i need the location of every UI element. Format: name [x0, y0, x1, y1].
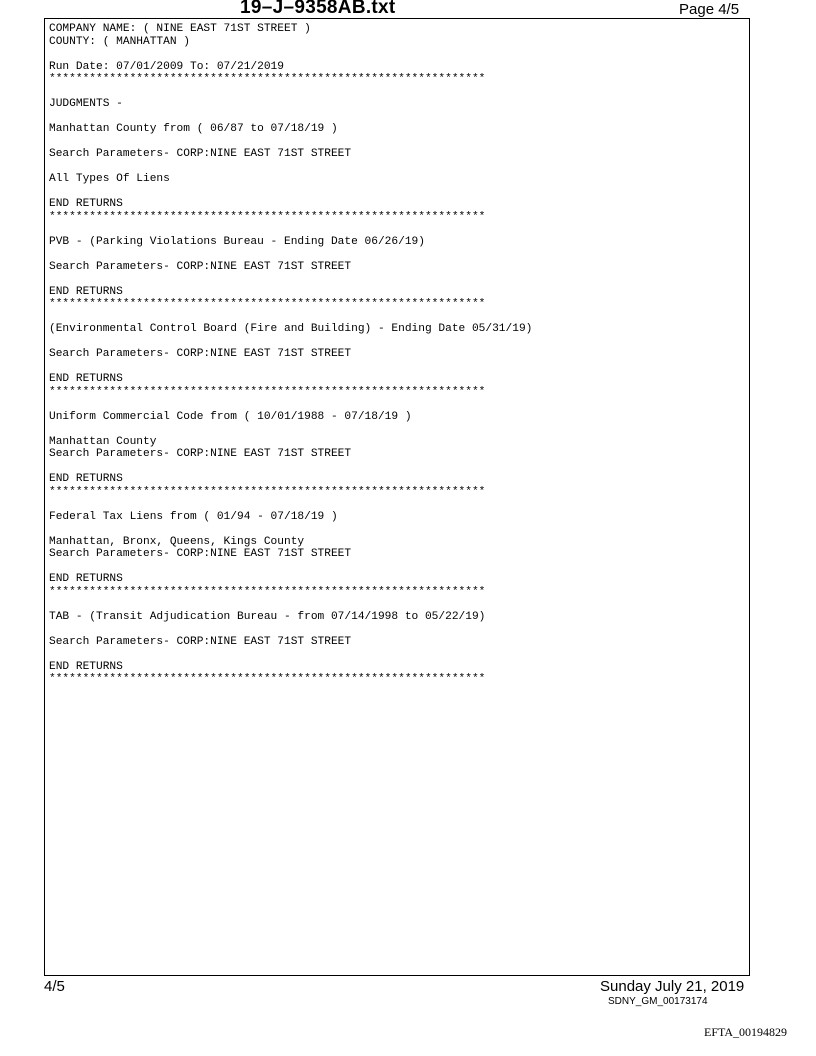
document-filename: 19–J–9358AB.txt: [240, 0, 396, 18]
footer-page-fraction: 4/5: [44, 978, 65, 995]
page-number: Page 4/5: [679, 1, 740, 18]
bates-number: SDNY_GM_00173174: [608, 996, 708, 1007]
document-body-text: COMPANY NAME: ( NINE EAST 71ST STREET ) COUNTY: ( MANHATTAN ) Run Date: 07/01/2009 To: 07/21/2019 ***************************************************************** JUDGMENTS - Manhattan County from ( 06/87 to 07/18/19 ) Search Parameters- CORP:NINE EAST 71ST STREET All Types Of Liens END RETURNS ***************************************************************** PVB - (Parking Violations Bureau - Ending Date 06/26/19) Search Parameters- CORP:NINE EAST 71ST STREET END RETURNS ***************************************************************** (Environmental Control Board (Fire and Building) - Ending Date 05/31/19) Search Parameters- CORP:NINE EAST 71ST STREET END RETURNS ***************************************************************** Uniform Commercial Code from ( 10/01/1988 - 07/18/19 ) Manhattan County Search Parameters- CORP:NINE EAST 71ST STREET END RETURNS ***************************************************************** Federal Tax Liens from ( 01/94 - 07/18/19 ) Manhattan, Bronx, Queens, Kings County Search Parameters- CORP:NINE EAST 71ST STREET END RETURNS ***************************************************************** TAB - (Transit Adjudication Bureau - from 07/14/1998 to 05/22/19) Search Parameters- CORP:NINE EAST 71ST STREET END RETURNS *****************************************************************: [49, 23, 533, 685]
footer-date: Sunday July 21, 2019: [600, 978, 745, 995]
efta-number: EFTA_00194829: [704, 1025, 788, 1039]
